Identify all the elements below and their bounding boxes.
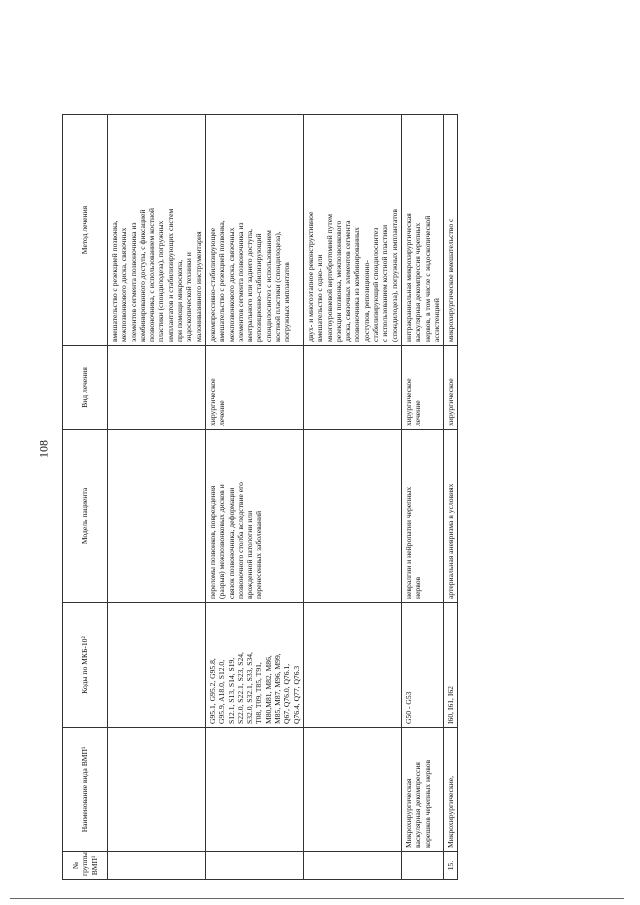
table-row xyxy=(303,115,401,880)
cell-group-no xyxy=(401,852,443,880)
table-body xyxy=(108,115,458,880)
cell-icd-codes: I60, I61, I62 xyxy=(444,603,458,728)
cell-type-name xyxy=(303,728,401,852)
cell-group-no xyxy=(205,852,303,880)
table-header xyxy=(63,115,108,880)
table-row xyxy=(401,115,443,880)
cell-group-no: 15. xyxy=(444,852,458,880)
cell-type-name: Микрохирургическая васкулярная декомпрессия корешков черепных нервов xyxy=(401,728,443,852)
header-row xyxy=(63,115,108,880)
cell-icd-codes: G50 - G53 xyxy=(401,603,443,728)
cell-type-name xyxy=(108,728,206,852)
header-method: Метод лечения xyxy=(63,115,108,346)
cell-method: интракраниальная микрохирургическая васкулярная декомпрессия черепных нервов, в том числе с эндоскопической ассистенцией xyxy=(401,115,443,346)
cell-patient-model xyxy=(108,430,206,603)
cell-method: микрохирургическое вмешательство с xyxy=(444,115,458,346)
cell-treatment-type xyxy=(108,346,206,430)
cell-icd-codes: G95.1, G95.2, G95.8, G95.9, A18.0, S12.0, S12.1, S13, S14, S19, S22.0, S22.1, S23, S24, S32.0, S32.1, S33, S34, T08, T09, T85, T91, M80,M81, M82, M86, M85, M87, M96, M99, Q67, Q76.0, Q76.1, Q76.4, Q77, Q76.3 xyxy=(205,603,303,728)
cell-treatment-type: хирургическое xyxy=(444,346,458,430)
cell-method: вмешательство с резекцией позвонка, межпозвонкового диска, связочных элементов сегмента позвоночника из комбинированного доступа, с фиксацией позвоночника, с использованием костной пластики (спондилодеза), погружных имплантатов и стабилизирующих систем при помощи микроскопа, эндоскопической техники и малоинвазивного инструментария xyxy=(108,115,206,346)
table-row xyxy=(108,115,206,880)
cell-treatment-type xyxy=(303,346,401,430)
cell-method: двух- и многоэтапное реконструктивное вмешательство с одно- или многоуровневой вертебротомией путем резекции позвонка, межпозвонкового диска, связочных элементов сегмента позвоночника из комбинированных доступов, репозиционно- стабилизирующий спондилосинтез с использованием костной пластики (спондилодеза), погружных имплантатов xyxy=(303,115,401,346)
table-row xyxy=(205,115,303,880)
cell-method: декомпрессивно-стабилизирующее вмешательство с резекцией позвонка, межпозвонкового диска, связочных элементов сегмента позвоночника из вентрального или заднего доступа, репозиционно-стабилизирующий спондилосинтез с использованием костной пластики (спондилодеза), погружных имплантатов xyxy=(205,115,303,346)
table-row xyxy=(444,115,458,880)
header-icd-codes: Коды по МКБ-10² xyxy=(63,603,108,728)
header-group-no: № группы ВМП¹ xyxy=(63,852,108,880)
cell-patient-model: невралгии и нейропатии черепных нервов xyxy=(401,430,443,603)
cell-treatment-type: хирургическое лечение xyxy=(401,346,443,430)
treatment-methods-table xyxy=(62,114,458,880)
header-treatment-type: Вид лечения xyxy=(63,346,108,430)
cell-group-no xyxy=(303,852,401,880)
bottom-divider xyxy=(10,898,624,899)
cell-icd-codes xyxy=(108,603,206,728)
cell-patient-model: артериальная аневризма в условиях xyxy=(444,430,458,603)
cell-icd-codes xyxy=(303,603,401,728)
header-patient-model: Модель пациента xyxy=(63,430,108,603)
header-type-name: Наименование вида ВМП¹ xyxy=(63,728,108,852)
cell-patient-model xyxy=(303,430,401,603)
cell-type-name xyxy=(205,728,303,852)
cell-group-no xyxy=(108,852,206,880)
cell-treatment-type: хирургическое лечение xyxy=(205,346,303,430)
page-number: 108 xyxy=(36,440,51,458)
cell-patient-model: переломы позвонков, повреждения (разрыв) межпозвонковых дисков и связок позвоночника, деформации позвоночного столба вследствие его врожденной патологии или перенесенных заболеваний xyxy=(205,430,303,603)
cell-type-name: Микрохирургические, xyxy=(444,728,458,852)
rotated-table-sheet xyxy=(62,115,625,880)
